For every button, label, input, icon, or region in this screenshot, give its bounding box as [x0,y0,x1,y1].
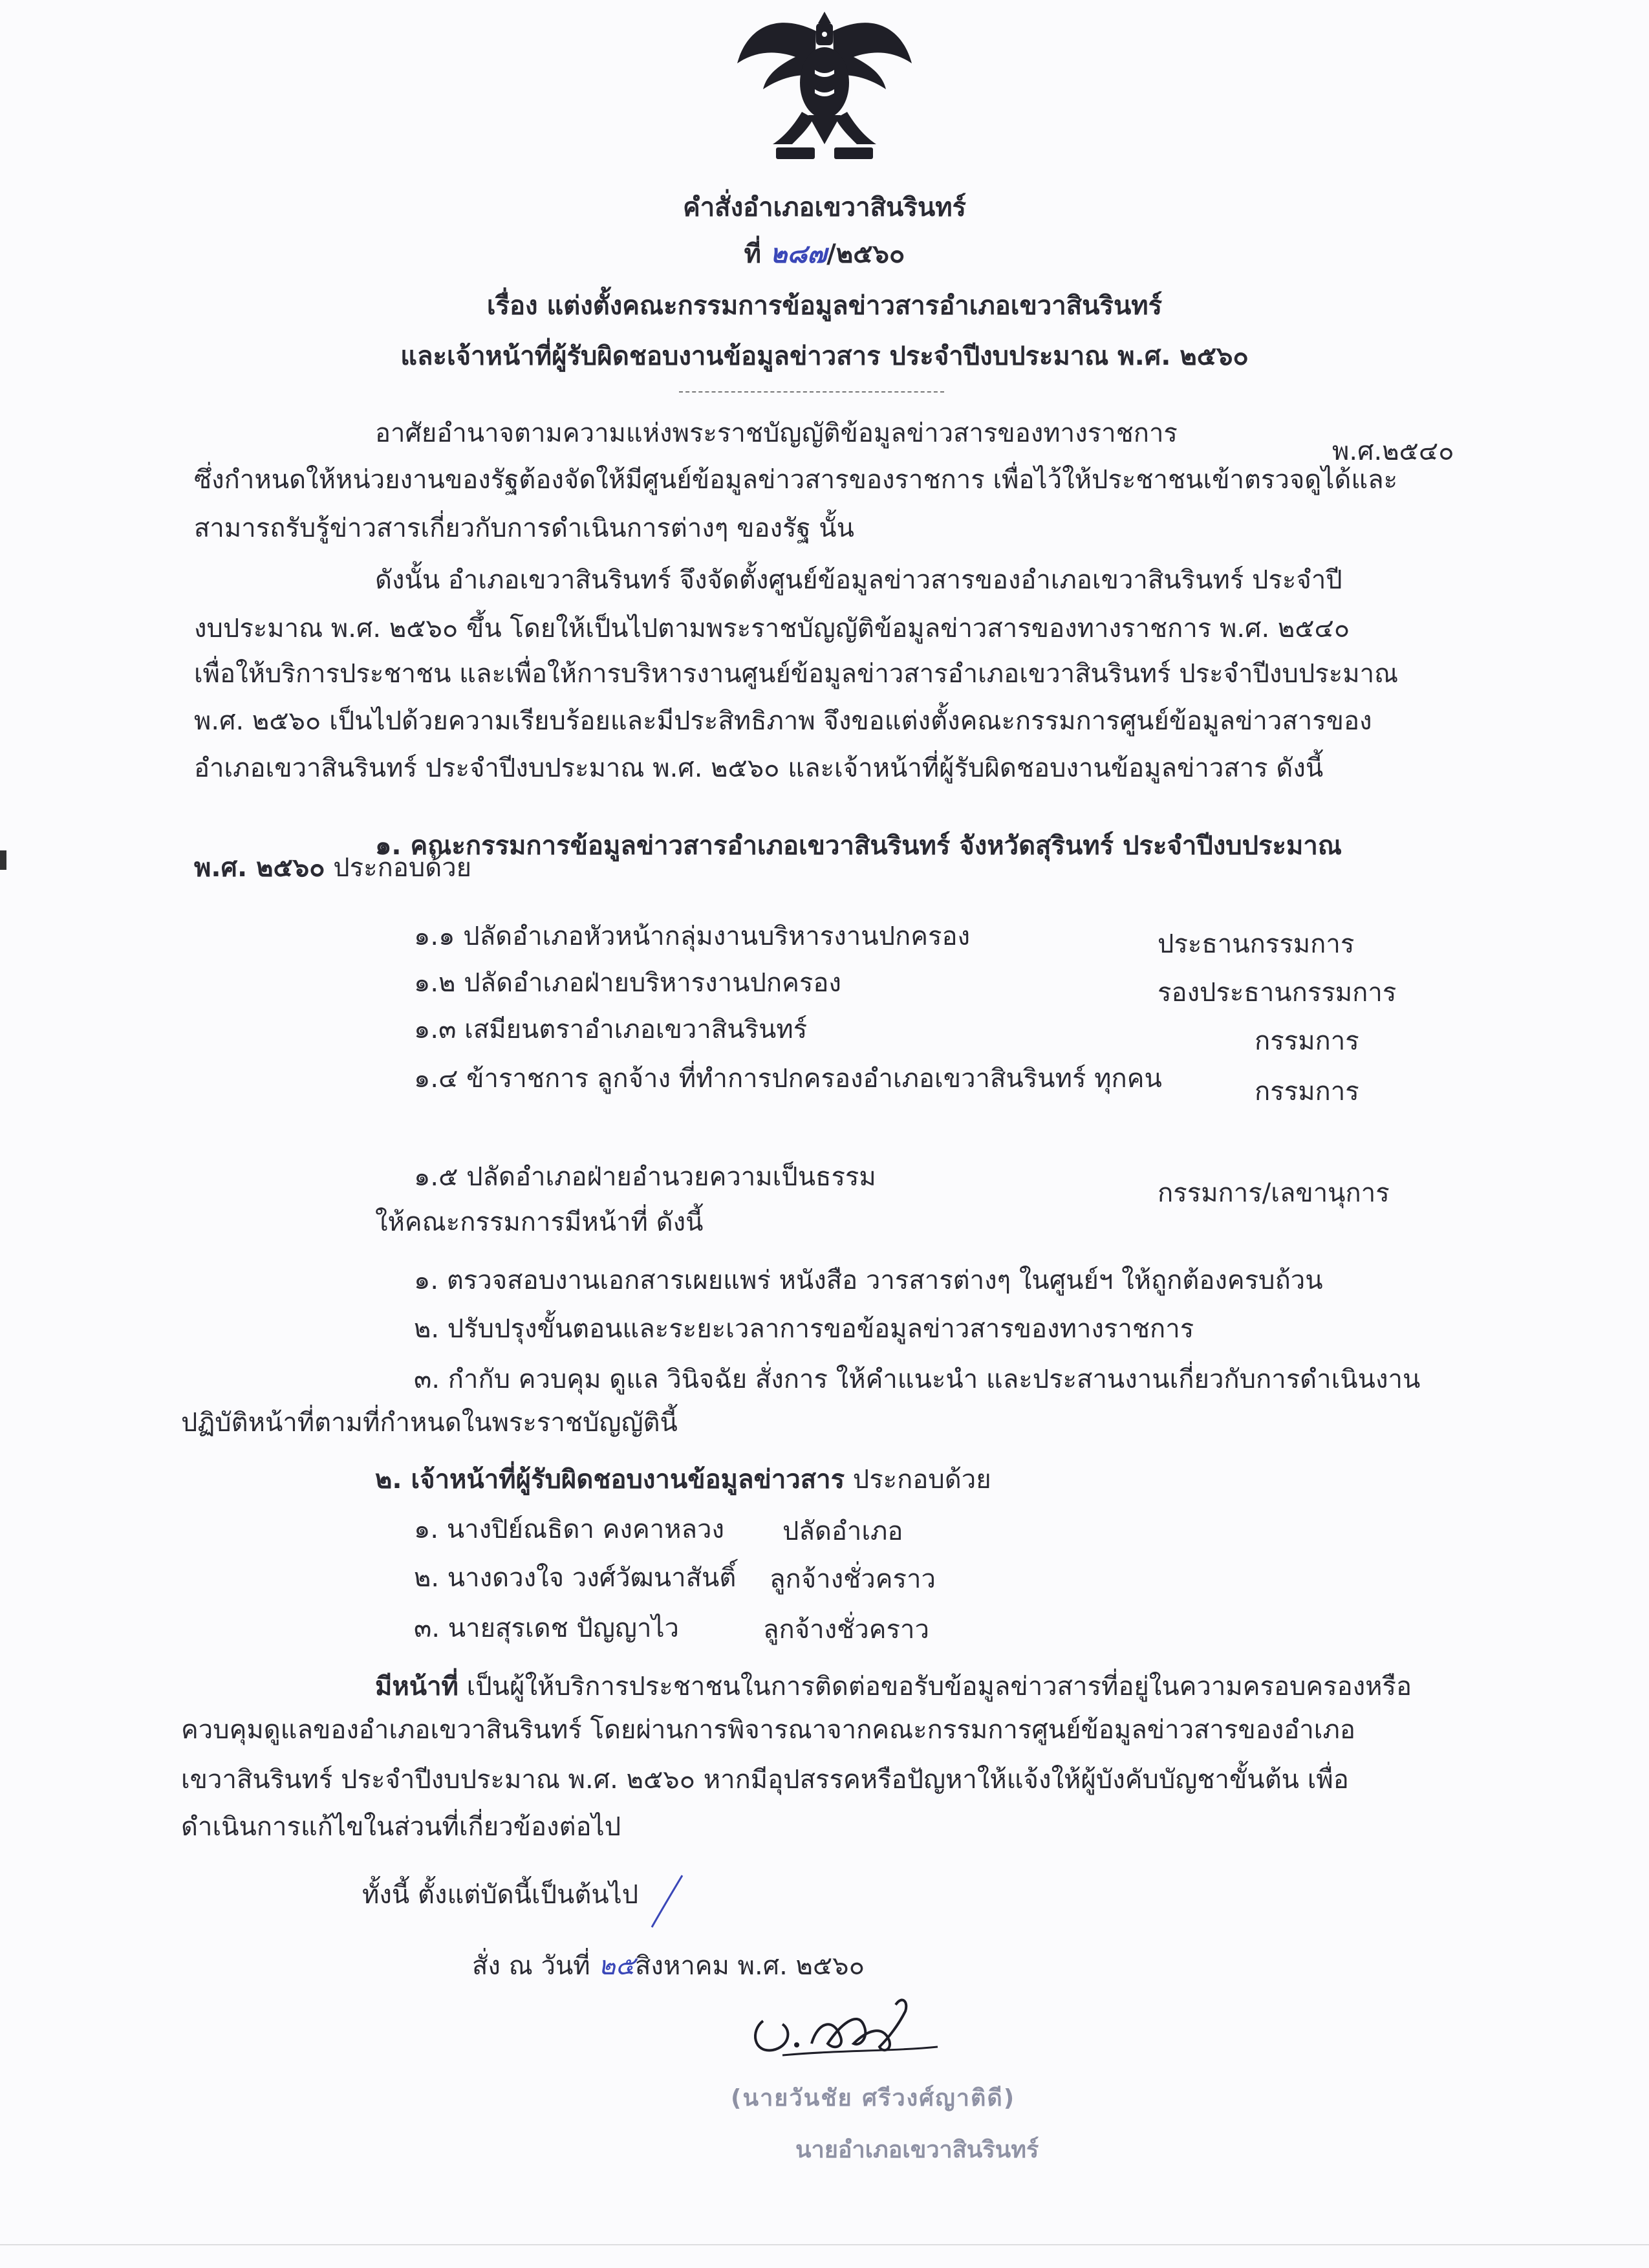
duty-3-cont: ปฏิบัติหน้าที่ตามที่กำหนดในพระราชบัญญัตินี้ [181,1408,678,1438]
para1-year: พ.ศ.๒๕๔๐ [1332,437,1454,466]
section1-heading-cont [194,855,471,881]
garuda-emblem-icon [731,5,918,167]
committee-role-2: รองประธานกรรมการ [1158,978,1397,1008]
committee-item-5: ๑.๕ ปลัดอำเภอฝ่ายอำนวยความเป็นธรรม [414,1162,876,1192]
order-date-prefix: สั่ง ณ วันที่ [472,1951,590,1981]
order-date-suffix: สิงหาคม พ.ศ. ๒๕๖๐ [635,1951,865,1981]
effective-line: ทั้งนี้ ตั้งแต่บัดนี้เป็นต้นไป [362,1880,639,1910]
order-title: คำสั่งอำเภอเขวาสินรินทร์ [682,193,967,222]
officer-2-position: ลูกจ้างชั่วคราว [770,1564,936,1594]
order-date-day: ๒๕ [598,1951,636,1981]
officer-3-position: ลูกจ้างชั่วคราว [763,1615,929,1645]
scan-edge [0,2244,1649,2245]
para2-line3: เพื่อให้บริการประชาชน และเพื่อให้การบริหารงานศูนย์ข้อมูลข่าวสารอำเภอเขวาสินรินทร์ ประจำปีงบประมาณ [194,659,1399,689]
para2-line1: ดังนั้น อำเภอเขวาสินรินทร์ จึงจัดตั้งศูนย์ข้อมูลข่าวสารของอำเภอเขวาสินรินทร์ ประจำปี [375,565,1342,595]
order-number-handwritten: ๒๘๗ [770,239,827,269]
committee-item-1: ๑.๑ ปลัดอำเภอหัวหน้ากลุ่มงานบริหารงานปกครอง [414,922,970,951]
section2-heading-rest: ประกอบด้วย [845,1465,991,1495]
duty2-label: มีหน้าที่ [375,1672,458,1701]
committee-role-5: กรรมการ/เลขานุการ [1158,1178,1390,1208]
committee-role-4: กรรมการ [1255,1077,1359,1107]
duty-3: ๓. กำกับ ควบคุม ดูแล วินิจฉัย สั่งการ ให้คำแนะนำ และประสานงานเกี่ยวกับการดำเนินงาน [414,1365,1421,1394]
committee-item-2: ๑.๒ ปลัดอำเภอฝ่ายบริหารงานปกครอง [414,968,841,998]
para1-line2: ซึ่งกำหนดให้หน่วยงานของรัฐต้องจัดให้มีศูนย์ข้อมูลข่าวสารของราชการ เพื่อไว้ให้ประชาชนเข้าตรวจดูได้และ [194,465,1398,495]
header-divider [679,391,944,393]
duty2-line3: เขวาสินรินทร์ ประจำปีงบประมาณ พ.ศ. ๒๕๖๐ หากมีอุปสรรคหรือปัญหาให้แจ้งให้ผู้บังคับบัญชาขั้นต้น เพื่อ [181,1765,1349,1795]
para2-line5: อำเภอเขวาสินรินทร์ ประจำปีงบประมาณ พ.ศ. ๒๕๖๐ และเจ้าหน้าที่ผู้รับผิดชอบงานข้อมูลข่าวสาร ดังนี้ [194,753,1324,783]
order-number-prefix: ที่ [744,239,762,269]
signatory-name-stamp: (นายวันชัย ศรีวงศ์ญาติดี) [731,2085,1016,2111]
subject-line-1: เรื่อง แต่งตั้งคณะกรรมการข้อมูลข่าวสารอำเภอเขวาสินรินทร์ [486,291,1163,321]
section1-year: พ.ศ. ๒๕๖๐ [194,853,325,883]
committee-item-3: ๑.๓ เสมียนตราอำเภอเขวาสินรินทร์ [414,1015,808,1044]
officer-1-name: ๑. นางปิย์ณธิดา คงคาหลวง [414,1515,725,1544]
duty-1: ๑. ตรวจสอบงานเอกสารเผยแพร่ หนังสือ วารสารต่างๆ ในศูนย์ฯ ให้ถูกต้องครบถ้วน [414,1266,1323,1295]
para2-line4: พ.ศ. ๒๕๖๐ เป็นไปด้วยความเรียบร้อยและมีประสิทธิภาพ จึงขอแต่งตั้งคณะกรรมการศูนย์ข้อมูลข่าวสารของ [194,706,1372,736]
para1-line1: อาศัยอำนาจตามความแห่งพระราชบัญญัติข้อมูลข่าวสารของทางราชการ [375,418,1178,448]
officer-2-name: ๒. นางดวงใจ วงศ์วัฒนาสันติ์ [414,1563,737,1593]
para2-line2: งบประมาณ พ.ศ. ๒๕๖๐ ขึ้น โดยให้เป็นไปตามพระราชบัญญัติข้อมูลข่าวสารของทางราชการ พ.ศ. ๒๕๔๐ [194,614,1350,643]
duty2-line4: ดำเนินการแก้ไขในส่วนที่เกี่ยวข้องต่อไป [181,1812,621,1842]
officer-3-name: ๓. นายสุรเดช ปัญญาไว [414,1614,680,1643]
section1-heading: ๑. คณะกรรมการข้อมูลข่าวสารอำเภอเขวาสินรินทร์ จังหวัดสุรินทร์ ประจำปีงบประมาณ [375,831,1342,861]
order-number [0,233,1649,274]
order-date [472,1953,865,1979]
pen-stroke-icon [647,1872,685,1930]
committee-role-3: กรรมการ [1255,1026,1359,1056]
signatory-position-stamp: นายอำเภอเขวาสินรินทร์ [795,2137,1039,2163]
committee-role-1: ประธานกรรมการ [1158,929,1355,959]
signature-icon [744,1985,964,2063]
para1-line3: สามารถรับรู้ข่าวสารเกี่ยวกับการดำเนินการต่างๆ ของรัฐ นั้น [194,513,854,543]
committee-item-4: ๑.๔ ข้าราชการ ลูกจ้าง ที่ทำการปกครองอำเภอเขวาสินรินทร์ ทุกคน [414,1064,1162,1094]
duties-intro: ให้คณะกรรมการมีหน้าที่ ดังนี้ [375,1207,704,1237]
duty2-line2: ควบคุมดูแลของอำเภอเขวาสินรินทร์ โดยผ่านการพิจารณาจากคณะกรรมการศูนย์ข้อมูลข่าวสารของอำเภอ [181,1715,1355,1745]
scan-mark [0,850,6,870]
section1-compose: ประกอบด้วย [325,853,472,883]
section2-heading-bold: ๒. เจ้าหน้าที่ผู้รับผิดชอบงานข้อมูลข่าวสาร [375,1465,845,1495]
duty2-line1 [375,1674,1412,1700]
duty-2: ๒. ปรับปรุงขั้นตอนและระยะเวลาการขอข้อมูลข่าวสารของทางราชการ [414,1314,1194,1344]
order-number-suffix: /๒๕๖๐ [826,239,905,269]
officer-1-position: ปลัดอำเภอ [782,1517,903,1546]
duty2-text: เป็นผู้ให้บริการประชาชนในการติดต่อขอรับข้อมูลข่าวสารที่อยู่ในความครอบครองหรือ [458,1672,1412,1701]
section2-heading [375,1467,991,1493]
subject-line-2: และเจ้าหน้าที่ผู้รับผิดชอบงานข้อมูลข่าวสาร ประจำปีงบประมาณ พ.ศ. ๒๕๖๐ [400,341,1249,371]
